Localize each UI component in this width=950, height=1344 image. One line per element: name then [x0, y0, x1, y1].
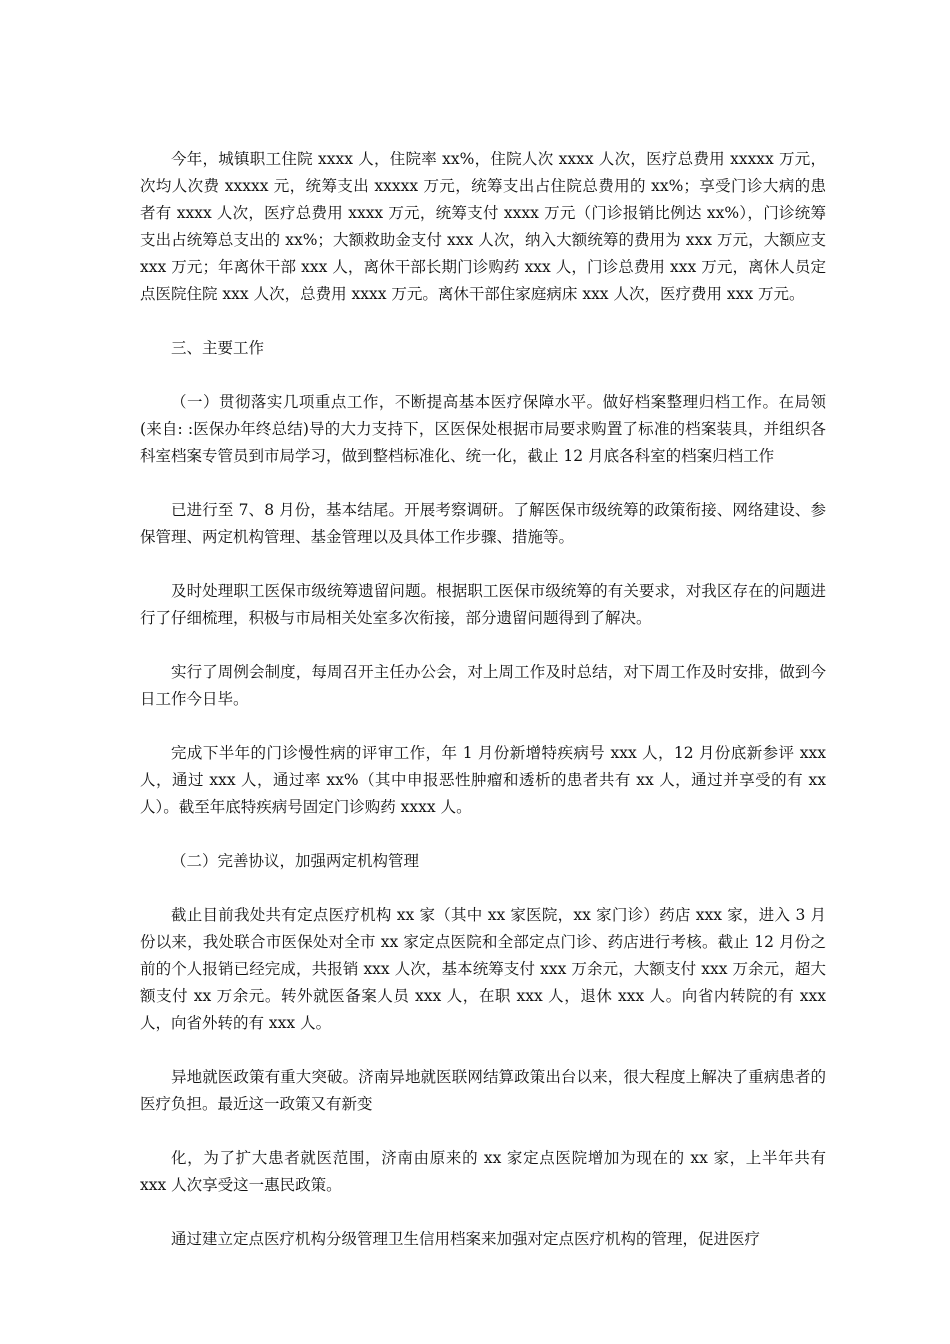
paragraph-remote-care-policy: 异地就医政策有重大突破。济南异地就医联网结算政策出台以来，很大程度上解决了重病患者的医疗负担。最近这一政策又有新变 [140, 1068, 826, 1113]
paragraph-policy-change: 化，为了扩大患者就医范围，济南由原来的 xx 家定点医院增加为现在的 xx 家，上半年共有 xxx 人次享受这一惠民政策。 [140, 1149, 826, 1194]
paragraph-key-work: （一）贯彻落实几项重点工作，不断提高基本医疗保障水平。做好档案整理归档工作。在局领(来自: :医保办年终总结)导的大力支持下，区医保处根据市局要求购置了标准的档案装具，并组织各科室档案专管员到市局学习，做到整档标准化、统一化，截止 12 月底各科室的档案归档工作 [140, 393, 826, 465]
document-body [140, 146, 826, 1280]
paragraph-archive-progress: 已进行至 7、8 月份，基本结尾。开展考察调研。了解医保市级统筹的政策衔接、网络建设、参保管理、两定机构管理、基金管理以及具体工作步骤、措施等。 [140, 501, 826, 546]
paragraph-chronic-disease-review: 完成下半年的门诊慢性病的评审工作，年 1 月份新增特疾病号 xxx 人，12 月份底新参评 xxx 人，通过 xxx 人，通过率 xx%（其中申报恶性肿瘤和透析的患者共有 xx 人，通过并享受的有 xx 人）。截至年底特疾病号固定门诊购药 xxxx 人。 [140, 744, 826, 816]
paragraph-legacy-issues: 及时处理职工医保市级统筹遗留问题。根据职工医保市级统筹的有关要求，对我区存在的问题进行了仔细梳理，积极与市局相关处室多次衔接，部分遗留问题得到了解决。 [140, 582, 826, 627]
paragraph-weekly-meeting: 实行了周例会制度，每周召开主任办公会，对上周工作及时总结，对下周工作及时安排，做到今日工作今日毕。 [140, 663, 826, 708]
paragraph-statistics: 今年，城镇职工住院 xxxx 人，住院率 xx%，住院人次 xxxx 人次，医疗总费用 xxxxx 万元，次均人次费 xxxxx 元，统筹支出 xxxxx 万元，统筹支出占住院总费用的 xx%；享受门诊大病的患者有 xxxx 人次，医疗总费用 xxxx 万元，统筹支付 xxxx 万元（门诊报销比例达 xx%），门诊统筹支出占统筹总支出的 xx%；大额救助金支付 xxx 人次，纳入大额统筹的费用为 xxx 万元，大额应支 xxx 万元；年离休干部 xxx 人，离休干部长期门诊购药 xxx 人，门诊总费用 xxx 万元，离休人员定点医院住院 xxx 人次，总费用 xxxx 万元。离休干部住家庭病床 xxx 人次，医疗费用 xxx 万元。 [140, 150, 826, 303]
section-heading-main-work: 三、主要工作 [171, 339, 265, 357]
paragraph-credit-archive: 通过建立定点医疗机构分级管理卫生信用档案来加强对定点医疗机构的管理，促进医疗 [171, 1230, 761, 1248]
paragraph-designated-institutions: 截止目前我处共有定点医疗机构 xx 家（其中 xx 家医院，xx 家门诊）药店 xxx 家，进入 3 月份以来，我处联合市医保处对全市 xx 家定点医院和全部定点门诊、药店进行考核。截止 12 月份之前的个人报销已经完成，共报销 xxx 人次，基本统筹支付 xxx 万余元，大额支付 xxx 万余元，超大额支付 xx 万余元。转外就医备案人员 xxx 人，在职 xxx 人，退休 xxx 人。向省内转院的有 xxx 人，向省外转的有 xxx 人。 [140, 906, 826, 1032]
section-heading-agreements: （二）完善协议，加强两定机构管理 [171, 852, 420, 870]
